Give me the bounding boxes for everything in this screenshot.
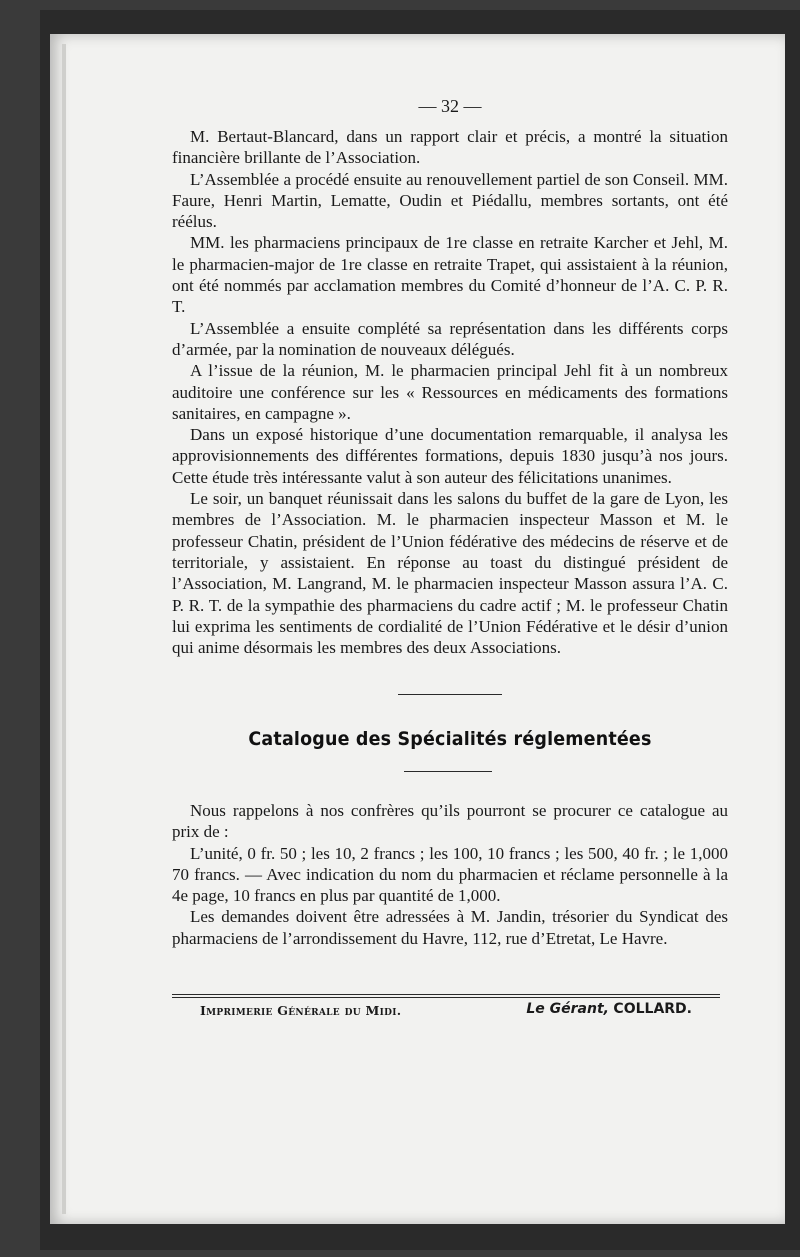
footer-rule [172, 994, 720, 995]
paragraph-delegates: L’Assemblée a ensuite complété sa représentation dans les différents corps d’armée, par la nomination de nouveaux délégués. [172, 318, 728, 359]
paragraph-conference: A l’issue de la réunion, M. le pharmacien principal Jehl fit à un nombreux auditoire une conférence sur les « Ressources en médicaments des formations sanitaires, en campagne ». [172, 361, 728, 423]
page-number: — 32 — [418, 96, 482, 116]
paragraph-council-renewal: L’Assemblée a procédé ensuite au renouvellement partiel de son Conseil. MM. Faure, Henri Martin, Lematte, Oudin et Piédallu, membres sortants, ont été réélus. [172, 169, 728, 232]
manager-role: Le Gérant, [526, 1001, 609, 1017]
manager-credit [500, 1001, 692, 1017]
paragraph-financial-report: M. Bertaut-Blancard, dans un rapport clair et précis, a montré la situation financière brillante de l’Association. [172, 127, 728, 168]
section-divider-under-heading [404, 771, 492, 772]
paragraph-catalogue-intro: Nous rappelons à nos confrères qu’ils pourront se procurer ce catalogue au prix de : [172, 801, 728, 842]
paragraph-catalogue-prices: L’unité, 0 fr. 50 ; les 10, 2 francs ; les 100, 10 francs ; les 500, 40 fr. ; le 1,000 70 francs. — Avec indication du nom du pharmacien et réclame personnelle à la 4e page, 10 francs en plus par quantité de 1,000. [172, 843, 728, 906]
paragraph-catalogue-orders: Les demandes doivent être adressées à M. Jandin, trésorier du Syndicat des pharmaciens de l’arrondissement du Havre, 112, rue d’Etretat, Le Havre. [172, 907, 728, 948]
article-body [172, 126, 728, 658]
page-fold-edge [62, 44, 66, 1214]
catalogue-notice [172, 800, 728, 949]
section-divider-top [398, 694, 502, 695]
paragraph-honorary-committee: MM. les pharmaciens principaux de 1re classe en retraite Karcher et Jehl, M. le pharmacien-major de 1re classe en retraite Trapet, qui assistaient à la réunion, ont été nommés par acclamation membres du Comité d’honneur de l’A. C. P. R. T. [172, 233, 728, 317]
footer-rule-double [172, 997, 720, 998]
paragraph-historical-expose: Dans un exposé historique d’une documentation remarquable, il analysa les approvisionnements des différentes formations, depuis 1830 jusqu’à nos jours. Cette étude très intéressante valut à son auteur des félicitations unanimes. [172, 425, 728, 487]
manager-name: COLLARD. [613, 1001, 692, 1017]
printer-credit: Imprimerie Générale du Midi. [200, 1003, 402, 1018]
section-heading: Catalogue des Spécialités réglementées [248, 728, 652, 750]
paragraph-banquet: Le soir, un banquet réunissait dans les salons du buffet de la gare de Lyon, les membres de l’Association. M. le pharmacien inspecteur Masson et M. le professeur Chatin, président de l’Union fédérative des médecins de réserve et de territoriale, y assistaient. En réponse au toast du distingué président de l’Association, M. Langrand, M. le pharmacien inspecteur Masson assura l’A. C. P. R. T. de la sympathie des pharmaciens du cadre actif ; M. le professeur Chatin lui exprima les sentiments de cordialité de l’Union Fédérative et le désir d’union qui anime désormais les membres des deux Associations. [172, 489, 728, 658]
